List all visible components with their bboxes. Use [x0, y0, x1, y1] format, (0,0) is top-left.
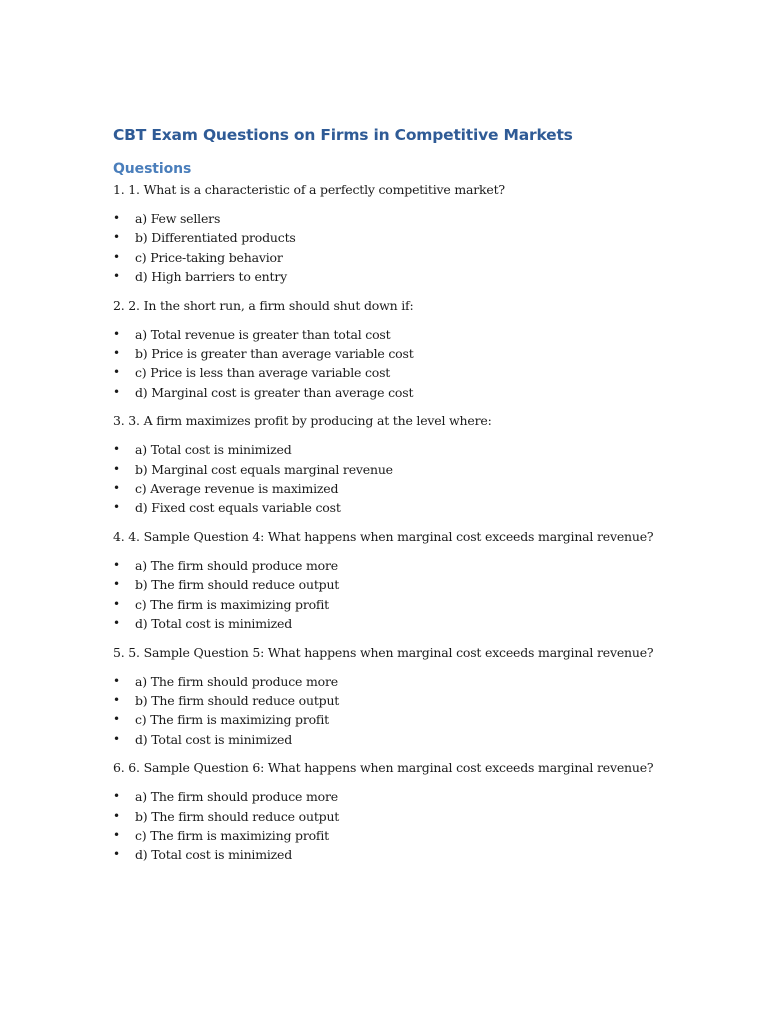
option-list: [113, 325, 673, 403]
option-item: [113, 440, 673, 459]
bullet-icon: •: [113, 557, 120, 572]
bullet-icon: •: [113, 731, 120, 746]
bullet-icon: •: [113, 827, 120, 842]
bullet-icon: •: [113, 692, 120, 707]
bullet-icon: •: [113, 616, 120, 631]
bullet-icon: •: [113, 789, 120, 804]
option-text: b) The firm should reduce output: [135, 692, 340, 708]
question-text: 2. 2. In the short run, a firm should shut down if:: [113, 297, 414, 313]
option-text: b) The firm should reduce output: [135, 808, 340, 824]
option-text: c) The firm is maximizing profit: [135, 827, 329, 843]
bullet-icon: •: [113, 577, 120, 592]
option-text: c) Price is less than average variable cost: [135, 365, 391, 381]
option-item: [113, 710, 673, 729]
bullet-icon: •: [113, 461, 120, 476]
option-text: b) Price is greater than average variable cost: [135, 346, 414, 362]
bullet-icon: •: [113, 326, 120, 341]
option-text: b) Marginal cost equals marginal revenue: [135, 461, 393, 477]
option-item: [113, 730, 673, 749]
bullet-icon: •: [113, 384, 120, 399]
option-list: [113, 556, 673, 634]
option-item: [113, 344, 673, 363]
bullet-icon: •: [113, 808, 120, 823]
bullet-icon: •: [113, 269, 120, 284]
bullet-icon: •: [113, 211, 120, 225]
question-block: [113, 529, 673, 634]
option-text: d) Fixed cost equals variable cost: [135, 500, 341, 516]
option-text: a) The firm should produce more: [135, 557, 338, 573]
option-item: [113, 575, 673, 594]
bullet-icon: •: [113, 249, 120, 264]
option-item: [113, 826, 673, 845]
question-text: 5. 5. Sample Question 5: What happens when marginal cost exceeds marginal revenue?: [113, 644, 654, 660]
option-item: [113, 595, 673, 614]
option-text: a) The firm should produce more: [135, 673, 338, 689]
option-item: [113, 248, 673, 267]
option-list: [113, 672, 673, 750]
question-text: 4. 4. Sample Question 4: What happens when marginal cost exceeds marginal revenue?: [113, 528, 654, 544]
bullet-icon: •: [113, 500, 120, 515]
option-text: c) The firm is maximizing profit: [135, 712, 329, 728]
option-item: [113, 845, 673, 864]
option-text: d) High barriers to entry: [135, 269, 287, 285]
bullet-icon: •: [113, 673, 120, 688]
option-item: [113, 787, 673, 806]
question-block: [113, 182, 673, 287]
question-block: [113, 645, 673, 750]
question-text: 3. 3. A firm maximizes profit by producing at the level where:: [113, 413, 492, 429]
question-text: 1. 1. What is a characteristic of a perfectly competitive market?: [113, 182, 505, 197]
bullet-icon: •: [113, 365, 120, 380]
bullet-icon: •: [113, 230, 120, 245]
option-item: [113, 672, 673, 691]
option-text: a) The firm should produce more: [135, 789, 338, 805]
option-text: d) Total cost is minimized: [135, 616, 293, 632]
option-list: [113, 440, 673, 518]
option-text: a) Total cost is minimized: [135, 442, 292, 458]
question-block: [113, 760, 673, 865]
bullet-icon: •: [113, 481, 120, 496]
option-item: [113, 383, 673, 402]
option-list: [113, 787, 673, 865]
option-text: b) The firm should reduce output: [135, 577, 340, 593]
option-item: [113, 228, 673, 247]
option-text: a) Few sellers: [135, 211, 221, 226]
document-title: CBT Exam Questions on Firms in Competitive Markets: [113, 126, 573, 144]
option-item: [113, 325, 673, 344]
option-item: [113, 460, 673, 479]
option-text: d) Total cost is minimized: [135, 847, 293, 863]
document-page: [113, 124, 673, 865]
bullet-icon: •: [113, 346, 120, 361]
option-item: [113, 209, 673, 228]
option-text: d) Marginal cost is greater than average cost: [135, 384, 414, 400]
option-item: [113, 363, 673, 382]
option-item: [113, 498, 673, 517]
question-block: [113, 413, 673, 518]
option-item: [113, 807, 673, 826]
option-text: d) Total cost is minimized: [135, 731, 293, 747]
option-text: c) Average revenue is maximized: [135, 481, 339, 497]
option-text: c) Price-taking behavior: [135, 249, 283, 265]
bullet-icon: •: [113, 596, 120, 611]
bullet-icon: •: [113, 442, 120, 457]
option-item: [113, 614, 673, 633]
option-text: b) Differentiated products: [135, 230, 296, 246]
option-text: a) Total revenue is greater than total cost: [135, 326, 391, 342]
option-text: c) The firm is maximizing profit: [135, 596, 329, 612]
option-item: [113, 267, 673, 286]
section-heading-questions: Questions: [113, 161, 192, 177]
option-list: [113, 209, 673, 287]
option-item: [113, 691, 673, 710]
option-item: [113, 479, 673, 498]
option-item: [113, 556, 673, 575]
question-block: [113, 298, 673, 403]
bullet-icon: •: [113, 847, 120, 862]
question-text: 6. 6. Sample Question 6: What happens when marginal cost exceeds marginal revenue?: [113, 760, 654, 776]
bullet-icon: •: [113, 712, 120, 727]
